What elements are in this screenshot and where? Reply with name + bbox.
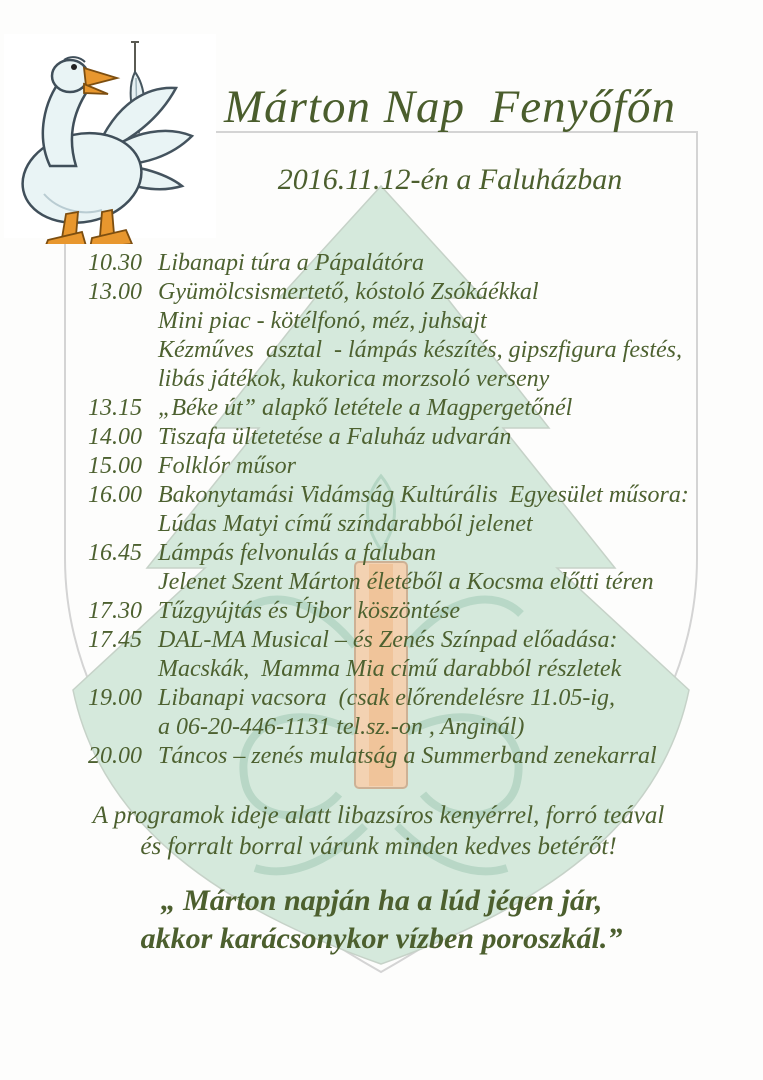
- schedule-time: [88, 510, 158, 539]
- quote-line-2: akkor karácsonykor vízben poroszkál.”: [140, 922, 623, 955]
- schedule-time: [88, 307, 158, 336]
- goose-head: [52, 60, 88, 92]
- schedule-time: 13.15: [88, 395, 142, 421]
- schedule-row: [88, 655, 736, 684]
- schedule-time: [88, 336, 158, 365]
- schedule-event: Libanapi túra a Pápalátóra: [158, 250, 425, 276]
- quote-line-1: „ Márton napján ha a lúd jégen jár,: [160, 884, 603, 917]
- hospitality-note: [0, 800, 757, 862]
- schedule-event: Lúdas Matyi című színdarabból jelenet: [158, 511, 533, 537]
- schedule-row: [88, 249, 736, 278]
- schedule-time: 13.00: [88, 279, 142, 305]
- schedule-time: [88, 713, 158, 742]
- schedule-time: [88, 568, 158, 597]
- schedule-row: [88, 568, 736, 597]
- schedule-row: [88, 423, 736, 452]
- goose-eye: [71, 64, 77, 70]
- schedule-row: [88, 278, 736, 307]
- schedule-row: [88, 394, 736, 423]
- note-line-2: és forralt borral várunk minden kedves betérőt!: [140, 833, 617, 860]
- schedule-event: DAL-MA Musical – és Zenés Színpad előadása:: [158, 627, 618, 653]
- schedule-event: Jelenet Szent Márton életéből a Kocsma előtti téren: [158, 569, 654, 595]
- schedule-time: 16.45: [88, 540, 142, 566]
- schedule-row: [88, 481, 736, 510]
- schedule-event: libás játékok, kukorica morzsoló verseny: [158, 366, 550, 392]
- schedule-event: Táncos – zenés mulatság a Summerband zenekarral: [158, 743, 657, 769]
- note-line-1: A programok ideje alatt libazsíros kenyérrel, forró teával: [92, 802, 665, 829]
- schedule-time: 10.30: [88, 250, 142, 276]
- schedule-row: [88, 539, 736, 568]
- poster-date-location: 2016.11.12-én a Faluházban: [277, 163, 623, 196]
- schedule-time: 14.00: [88, 424, 142, 450]
- folk-saying-quote: [0, 882, 763, 958]
- schedule-time: [88, 655, 158, 684]
- schedule-event: Mini piac - kötélfonó, méz, juhsajt: [158, 308, 487, 334]
- schedule-row: [88, 713, 736, 742]
- schedule-event: Tűzgyújtás és Újbor köszöntése: [158, 598, 460, 624]
- goose-illustration: [4, 26, 216, 244]
- schedule-row: [88, 510, 736, 539]
- schedule-row: [88, 336, 736, 365]
- schedule-time: 20.00: [88, 743, 142, 769]
- schedule-time: 16.00: [88, 482, 142, 508]
- schedule-row: [88, 626, 736, 655]
- schedule-event: Tiszafa ültetetése a Faluház udvarán: [158, 424, 512, 450]
- poster-title: Márton Nap Fenyőfőn: [223, 81, 677, 133]
- schedule-event: Macskák, Mamma Mia című darabból részletek: [158, 656, 622, 682]
- schedule-event: Kézműves asztal - lámpás készítés, gipszfigura festés,: [158, 337, 682, 363]
- schedule-event: „Béke út” alapkő letétele a Magpergetőnél: [158, 395, 573, 421]
- schedule-row: [88, 365, 736, 394]
- schedule-event: a 06-20-446-1131 tel.sz.-on , Anginál): [158, 714, 525, 740]
- schedule-time: [88, 365, 158, 394]
- schedule-event: Lámpás felvonulás a faluban: [158, 540, 437, 566]
- schedule-event: Folklór műsor: [158, 453, 296, 479]
- schedule-event: Gyümölcsismertető, kóstoló Zsókáékkal: [158, 279, 539, 305]
- schedule-row: [88, 742, 736, 771]
- schedule-row: [88, 597, 736, 626]
- schedule-event: Libanapi vacsora (csak előrendelésre 11.05-ig,: [158, 685, 616, 711]
- schedule-row: [88, 307, 736, 336]
- program-schedule: [88, 249, 736, 771]
- schedule-time: 17.45: [88, 627, 142, 653]
- schedule-row: [88, 684, 736, 713]
- schedule-time: 15.00: [88, 453, 142, 479]
- schedule-event: Bakonytamási Vidámság Kultúrális Egyesület műsora:: [158, 482, 689, 508]
- schedule-time: 17.30: [88, 598, 142, 624]
- schedule-time: 19.00: [88, 685, 142, 711]
- schedule-row: [88, 452, 736, 481]
